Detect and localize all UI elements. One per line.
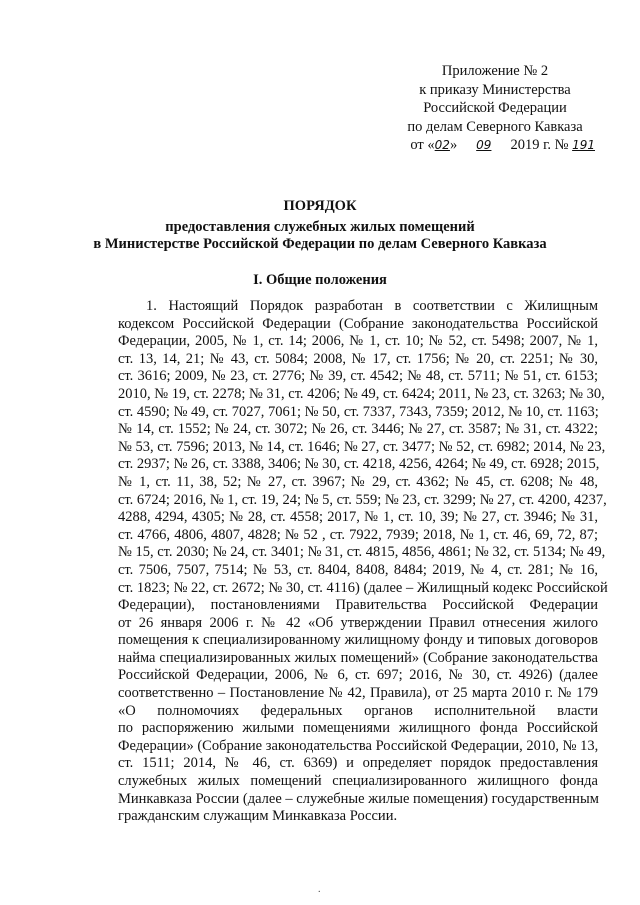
- paragraph-line: № 53, ст. 7596; 2013, № 14, ст. 1646; № 27, ст. 3477; № 52, ст. 6982; 2014, № 23,: [118, 438, 606, 455]
- paragraph-line: служебных жилых помещений специализированного жилищного фонда: [118, 773, 598, 790]
- paragraph-line: ст. 1823; № 22, ст. 2672; № 30, ст. 4116) (далее – Жилищный кодекс Российской: [118, 579, 608, 596]
- date-number: 191: [572, 138, 595, 152]
- paragraph-line: Федерации), постановлениями Правительства Российской Федерации: [118, 597, 598, 614]
- paragraph-line: ст. 3616; 2009, № 23, ст. 2776; № 39, ст. 4542; № 48, ст. 5711; № 51, ст. 6153;: [118, 368, 598, 385]
- date-mid: »: [449, 137, 458, 153]
- paragraph-line: гражданским служащим Минкавказа России.: [118, 808, 398, 825]
- paragraph-line: 4288, 4294, 4305; № 28, ст. 4558; 2017, № 1, ст. 10, 39; № 27, ст. 3946; № 31,: [118, 509, 598, 526]
- section-heading: I. Общие положения: [253, 272, 387, 288]
- date-year: 2019 г. №: [510, 137, 569, 153]
- paragraph-line: Минкавказа России (далее – служебные жилые помещения) государственным: [118, 790, 599, 807]
- paragraph-line: ст. 6724; 2016, № 1, ст. 19, 24; № 5, ст. 559; № 23, ст. 3299; № 27, ст. 4200, 4237,: [118, 491, 607, 508]
- document-subtitle-1: предоставления служебных жилых помещений: [165, 219, 475, 235]
- paragraph-line: помещения к специализированному жилищному фонду и типовых договоров: [118, 632, 598, 649]
- paragraph-line: ст. 4590; № 49, ст. 7027, 7061; № 50, ст. 7337, 7343, 7359; 2012, № 10, ст. 1163;: [118, 403, 599, 420]
- date-prefix: от «: [410, 137, 435, 153]
- date-day: 02: [434, 138, 450, 152]
- date-month: 09: [476, 138, 492, 152]
- paragraph-line: кодексом Российской Федерации (Собрание законодательства Российской: [118, 315, 598, 332]
- appendix-date-line: [395, 136, 595, 155]
- appendix-header: [395, 62, 595, 155]
- paragraph-line: № 1, ст. 11, 38, 52; № 27, ст. 3967; № 29, ст. 4362; № 45, ст. 6208; № 48,: [118, 473, 598, 490]
- paragraph-1: [118, 298, 608, 826]
- document-title: ПОРЯДОК: [283, 198, 357, 214]
- document-subtitle-2: в Министерстве Российской Федерации по делам Северного Кавказа: [93, 236, 547, 252]
- paragraph-line: Федерации» (Собрание законодательства Российской Федерации, 2010, № 13,: [118, 737, 599, 754]
- paragraph-line: ст. 4766, 4806, 4807, 4828; № 52 , ст. 7922, 7939; 2018, № 1, ст. 46, 69, 72, 87;: [118, 526, 598, 543]
- paragraph-line: ст. 1511; 2014, № 46, ст. 6369) и определяет порядок предоставления: [118, 755, 598, 772]
- paragraph-line: ст. 7506, 7507, 7514; № 53, ст. 8404, 8408, 8484; 2019, № 4, ст. 281; № 16,: [118, 561, 598, 578]
- paragraph-line: Федерации, 2005, № 1, ст. 14; 2006, № 1, ст. 10; № 52, ст. 5498; 2007, № 1,: [118, 333, 598, 350]
- paragraph-line: ст. 13, 14, 21; № 43, ст. 5084; 2008, № 17, ст. 1756; № 20, ст. 2251; № 30,: [118, 350, 598, 367]
- paragraph-line: 1. Настоящий Порядок разработан в соответствии с Жилищным: [146, 298, 598, 314]
- paragraph-line: № 15, ст. 2030; № 24, ст. 3401; № 31, ст. 4815, 4856, 4861; № 32, ст. 5134; № 49,: [118, 544, 606, 561]
- paragraph-line: ст. 2937; № 26, ст. 3388, 3406; № 30, ст. 4218, 4256, 4264; № 49, ст. 6928; 2015,: [118, 456, 600, 473]
- paragraph-line: по распоряжению жилыми помещениями жилищного фонда Российской: [118, 720, 598, 737]
- paragraph-line: № 14, ст. 1552; № 24, ст. 3072; № 26, ст. 3446; № 27, ст. 3587; № 31, ст. 4322;: [118, 421, 598, 438]
- paragraph-line: «О полномочиях федеральных органов исполнительной власти: [118, 702, 598, 719]
- paragraph-line: Российской Федерации, 2006, № 6, ст. 697; 2016, № 30, ст. 4926) (далее: [118, 667, 598, 684]
- paragraph-line: от 26 января 2006 г. № 42 «Об утверждении Правил отнесения жилого: [118, 614, 598, 631]
- appendix-line-4: по делам Северного Кавказа: [407, 118, 583, 135]
- appendix-line-1: Приложение № 2: [441, 63, 549, 79]
- footer-mark: .: [318, 884, 321, 895]
- paragraph-line: 2010, № 19, ст. 2278; № 31, ст. 4206; № 49, ст. 6424; 2011, № 23, ст. 3263; № 30,: [118, 385, 605, 402]
- paragraph-line: найма специализированных жилых помещений» (Собрание законодательства: [118, 649, 598, 666]
- appendix-line-3: Российской Федерации: [423, 100, 567, 116]
- paragraph-line: соответственно – Постановление № 42, Правила), от 25 марта 2010 г. № 179: [118, 685, 598, 702]
- appendix-line-2: к приказу Министерства: [419, 81, 571, 98]
